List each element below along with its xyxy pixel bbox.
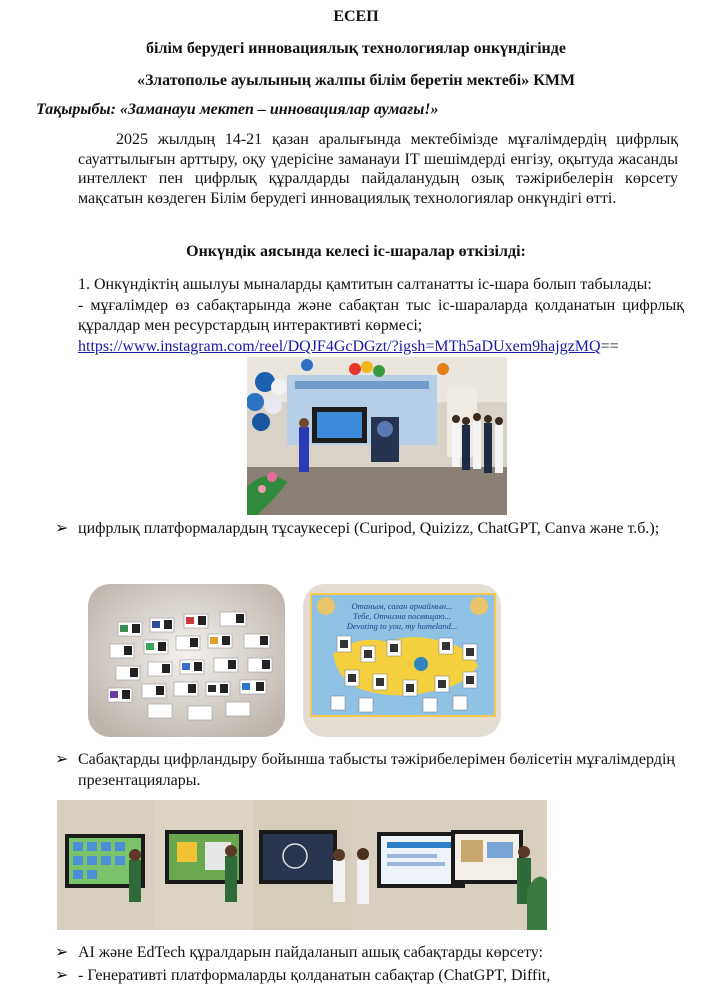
topic-line: Тақырыбы: «Заманауи мектеп – инновациялар аумағы!» <box>36 101 439 118</box>
teacher-presentations-image <box>57 800 547 930</box>
qr-wall-image <box>88 584 285 737</box>
bullet-generative-lessons <box>55 965 675 986</box>
bullet-presentations <box>55 749 675 793</box>
opening-ceremony-image <box>247 357 507 515</box>
photo-teacher-presentations <box>57 800 547 930</box>
photo-map-poster <box>303 584 501 737</box>
intro-paragraph: 2025 жылдың 14-21 қазан аралығында мектебімізде мұғалімдердің цифрлық сауаттылығын арттыру, оқу үдерісіне заманауи IT шешімдерді енгізу, оқытуда жасанды интеллект пен цифрлық құралдарды пайдаланудың озық тәжірибелерін көрсету мақсатын көздеген Білім берудегі инновациялық технологиялар онкүндігі өтті. <box>78 131 678 207</box>
poster-line-2: Тебе, Отчизна посвящаю... <box>353 611 451 621</box>
school-name: «Златополье ауылының жалпы білім беретін мектебі» КММ <box>136 72 576 89</box>
bullet-text: Сабақтарды цифрландыру бойынша табысты тәжірибелерімен бөлісетін мұғалімдердің презентациялары. <box>78 751 675 789</box>
poster-line-3: Devoting to you, my homeland... <box>346 621 458 631</box>
arrow-bullet-icon: ➢ <box>55 520 69 537</box>
item1-line2: - мұғалімдер өз сабақтарында және сабақтан тыс іс-шараларда қолданатын цифрлық құралдар мен ресурстардың интерактивті көрмесі; <box>78 297 684 334</box>
item1-line1: 1. Онкүндіктің ашылуы мыналарды қамтитын салтанатты іс-шара болып табылады: <box>78 276 652 293</box>
report-title: ЕСЕП <box>333 8 379 25</box>
item1-link-line <box>78 337 688 357</box>
arrow-bullet-icon: ➢ <box>55 967 69 984</box>
photo-opening-ceremony <box>247 357 507 515</box>
report-subtitle: білім берудегі инновациялық технологиялар онкүндігінде <box>146 40 566 57</box>
bullet-open-lessons <box>55 942 675 963</box>
bullet-text: цифрлық платформалардың тұсаукесері (Curipod, Quizizz, ChatGPT, Canva және т.б.); <box>78 520 660 537</box>
poster-line-1: Отаным, саған арнаймын... <box>351 601 453 611</box>
link-suffix: == <box>600 338 619 355</box>
bullet-text: - Генеративті платформаларды қолданатын сабақтар (ChatGPT, Diffit, <box>78 967 551 984</box>
arrow-bullet-icon: ➢ <box>55 751 69 768</box>
section-title: Онкүндік аясында келесі іс-шаралар өткізілді: <box>186 243 526 260</box>
arrow-bullet-icon: ➢ <box>55 944 69 961</box>
bullet-text: AI және EdTech құралдарын пайдаланып ашық сабақтарды көрсету: <box>78 944 543 961</box>
map-poster-image <box>303 584 501 737</box>
photo-qr-wall <box>88 584 285 737</box>
bullet-platforms <box>55 518 675 562</box>
instagram-link[interactable]: https://www.instagram.com/reel/DQJF4GcDGzt/?igsh=MTh5aDUxem9hajgzMQ <box>78 338 601 355</box>
